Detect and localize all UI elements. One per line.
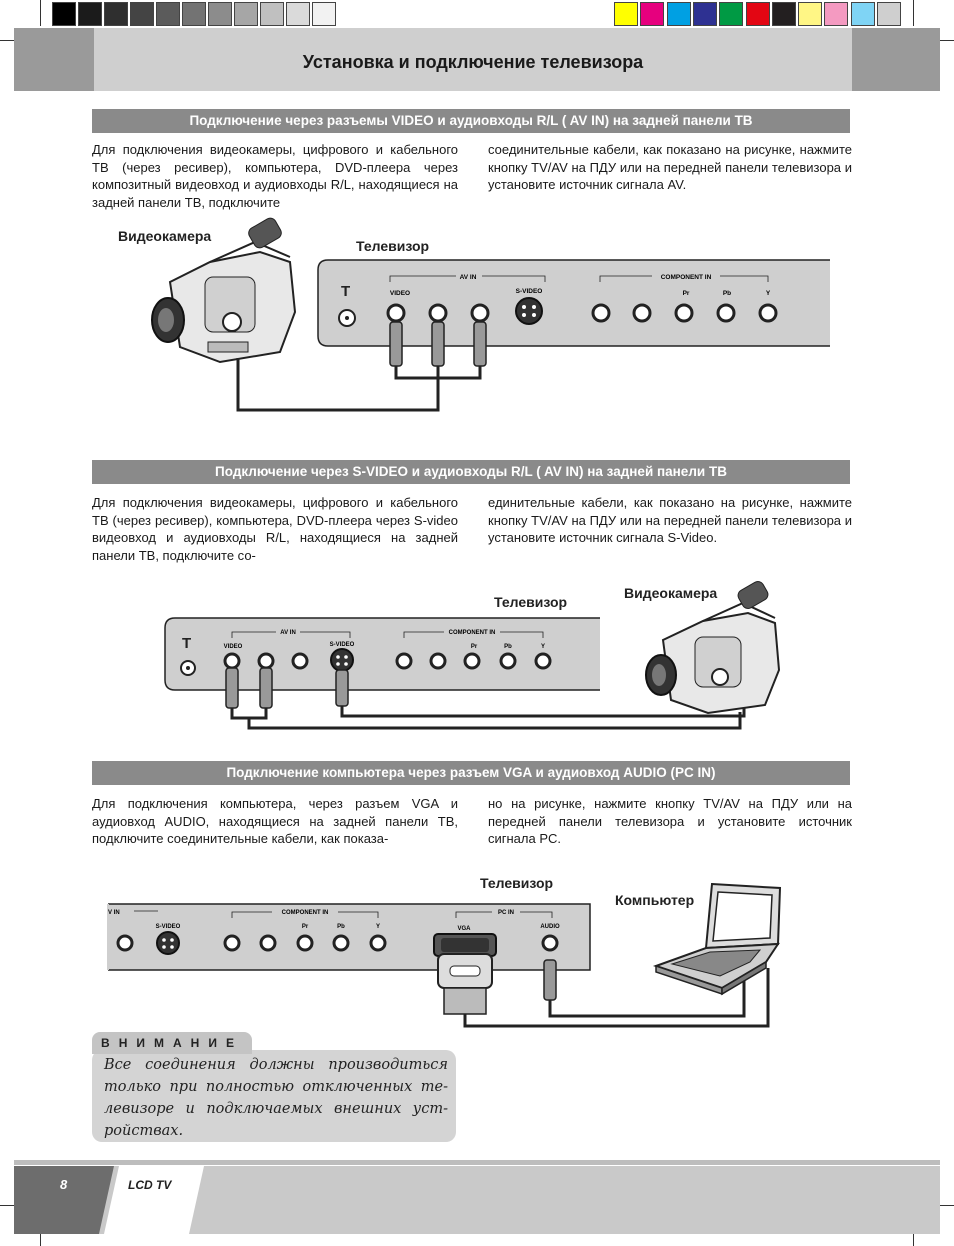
section-3-text-left: Для подключения компьютера, через разъем VGA и аудиовход AUDIO, находящиеся на задней панели ТВ, подключите соединительные кабели, как показа- xyxy=(92,796,458,846)
vga-label: VGA xyxy=(457,926,471,932)
section-1-text-left: Для подключения видеокамеры, цифрового и кабельного ТВ (через ресивер), компьютера, DVD-плеера через композитный видеовход и аудиовходы R/L, находящиеся на задней панели ТВ, подключите xyxy=(92,142,458,210)
video-label-2: VIDEO xyxy=(223,644,243,650)
page-number: 8 xyxy=(60,1177,68,1192)
section-1-title: Подключение через разъемы VIDEO и аудиовходы R/L ( AV IN) на задней панели ТВ xyxy=(92,109,850,133)
footer-line xyxy=(14,1160,940,1165)
footer-model: LCD TV xyxy=(128,1178,172,1192)
pr-label-3: Pr xyxy=(301,924,309,930)
svideo-label: S-VIDEO xyxy=(515,288,543,295)
pr-label: Pr xyxy=(682,290,690,297)
page-title: Установка и подключение телевизора xyxy=(302,52,644,72)
component-in-label-3: COMPONENT IN xyxy=(281,910,329,916)
tv-panel-1 xyxy=(238,260,830,410)
svideo-label-2: S-VIDEO xyxy=(329,642,355,648)
pb-label: Pb xyxy=(722,290,732,297)
section-1-diagram xyxy=(108,216,830,1026)
svideo-label-3: S-VIDEO xyxy=(155,924,181,930)
pb-label-2: Pb xyxy=(504,644,512,650)
section-2-diagram xyxy=(165,579,779,728)
section-3-text-right: но на рисунке, нажмите кнопку TV/AV на ПДУ или на передней панели телевизора и установите источник сигнала PC. xyxy=(488,796,852,846)
audio-label: AUDIO xyxy=(540,924,560,930)
pc-in-label: PC IN xyxy=(497,910,515,916)
section-1-camera-label: Видеокамера xyxy=(118,228,212,244)
section-2-text-right: единительные кабели, как показано на рисунке, нажмите кнопку TV/AV на ПДУ или на передней панели телевизора и установите источник сигнала S-Video. xyxy=(488,495,852,545)
y-label-3: Y xyxy=(375,924,381,930)
section-2-camera-label: Видеокамера xyxy=(624,585,718,601)
antenna-symbol-2: T xyxy=(182,635,192,652)
component-in-label: COMPONENT IN xyxy=(660,274,712,281)
av-in-label-2: AV IN xyxy=(280,630,296,636)
section-3-tv-label: Телевизор xyxy=(480,875,554,891)
section-3-computer-label: Компьютер xyxy=(615,892,695,908)
footer-model-tab xyxy=(104,1166,204,1234)
vga-connector xyxy=(434,934,496,1014)
antenna-symbol: T xyxy=(341,283,351,300)
section-2-title: Подключение через S-VIDEO и аудиовходы R/L ( AV IN) на задней панели ТВ xyxy=(92,460,850,484)
av-in-cut-label: V IN xyxy=(108,910,120,916)
warning-heading: ВНИМАНИЕ xyxy=(92,1032,252,1054)
component-in-label-2: COMPONENT IN xyxy=(448,630,496,636)
warning-text: Все соединения должны производиться только при полностью отключенных телевизоре и подключаемых внешних устройствах. xyxy=(104,1057,448,1139)
section-1-text-right: соединительные кабели, как показано на рисунке, нажмите кнопку TV/AV на ПДУ или на передней панели телевизора и установите источник сигнала AV. xyxy=(488,142,852,192)
section-2-text-left: Для подключения видеокамеры, цифрового и кабельного ТВ (через ресивер), компьютера, DVD-плеера через S-video видеовход и аудиовходы R/L, находящиеся на задней панели ТВ, подключите со- xyxy=(92,495,458,563)
video-label: VIDEO xyxy=(389,290,411,297)
pb-label-3: Pb xyxy=(337,924,345,930)
section-3-title: Подключение компьютера через разъем VGA и аудиовход AUDIO (PC IN) xyxy=(92,761,850,785)
av-in-label: AV IN xyxy=(459,274,477,281)
section-1-tv-label: Телевизор xyxy=(356,238,430,254)
y-label: Y xyxy=(765,290,771,297)
section-2-tv-label: Телевизор xyxy=(494,594,568,610)
y-label-2: Y xyxy=(540,644,546,650)
camcorder-1 xyxy=(152,216,295,362)
pr-label-2: Pr xyxy=(470,644,478,650)
